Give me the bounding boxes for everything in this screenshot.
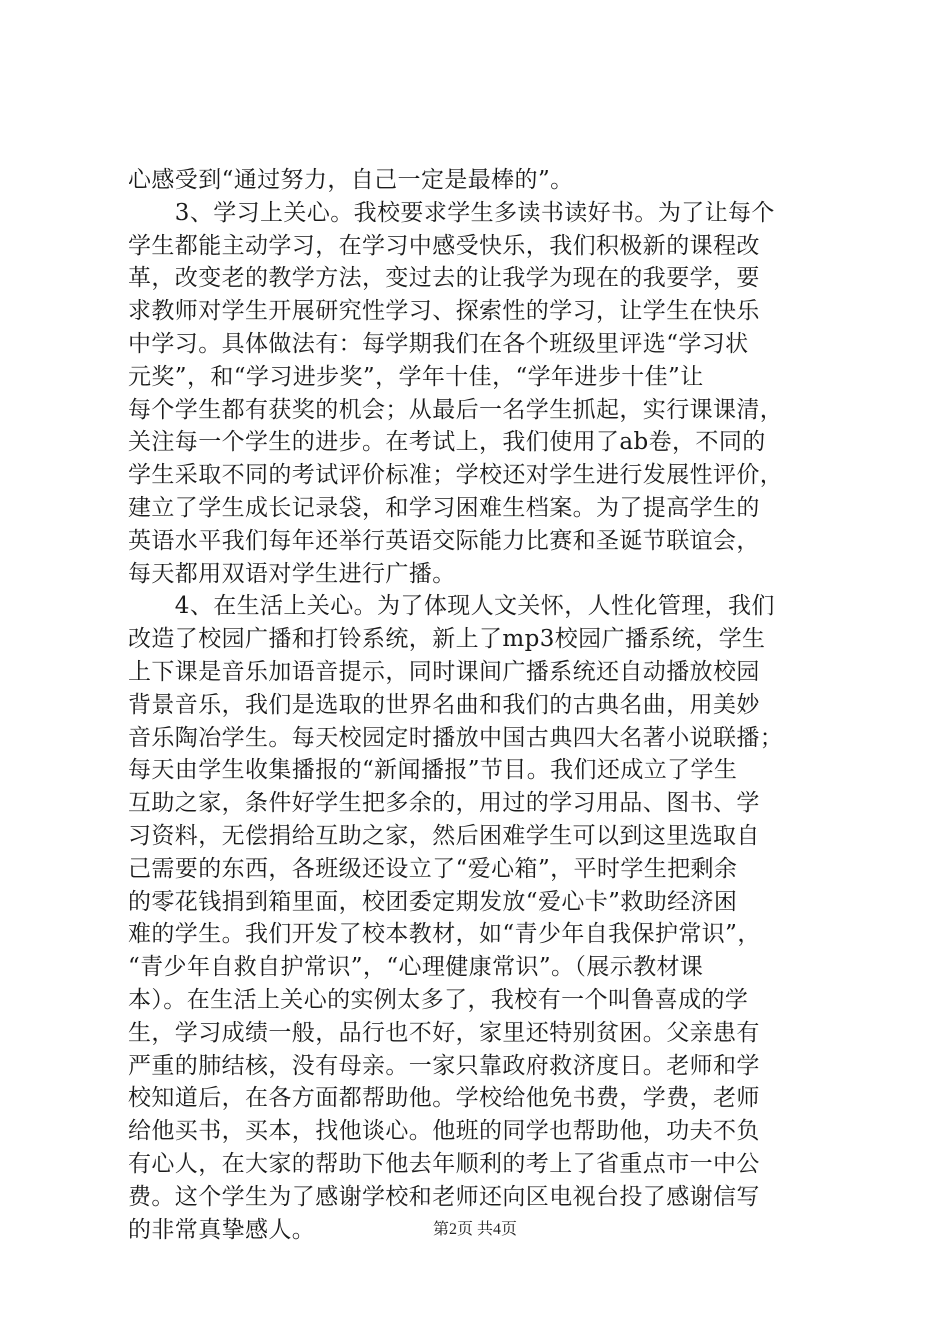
text-line: 严重的肺结核，没有母亲。一家只靠政府救济度日。老师和学 — [128, 1052, 760, 1079]
text-line: 每天都用双语对学生进行广播。 — [128, 560, 456, 587]
text-line: 每天由学生收集播报的“新闻播报”节目。我们还成立了学生 — [128, 757, 738, 784]
text-line: 心感受到“通过努力，自己一定是最棒的”。 — [128, 167, 574, 193]
text-line: 难的学生。我们开发了校本教材，如“青少年自我保护常识”， — [128, 921, 761, 948]
text-line: 费。这个学生为了感谢学校和老师还向区电视台投了感谢信写 — [128, 1183, 760, 1210]
text-line: 背景音乐，我们是选取的世界名曲和我们的古典名曲，用美妙 — [128, 691, 760, 718]
text-line: 每个学生都有获奖的机会；从最后一名学生抓起，实行课课清， — [128, 396, 784, 423]
text-line: 本）。在生活上关心的实例太多了，我校有一个叫鲁喜成的学 — [128, 986, 749, 1013]
text-line: 音乐陶冶学生。每天校园定时播放中国古典四大名著小说联播； — [128, 724, 784, 751]
text-line: 校知道后，在各方面都帮助他。学校给他免书费，学费，老师 — [128, 1085, 760, 1112]
text-line: 英语水平我们每年还举行英语交际能力比赛和圣诞节联谊会， — [128, 527, 760, 554]
text-line: 的零花钱捐到箱里面，校团委定期发放“爱心卡”救助经济困 — [128, 888, 738, 915]
text-line: 给他买书，买本，找他谈心。他班的同学也帮助他，功夫不负 — [128, 1118, 760, 1145]
text-line: “青少年自救自护常识”，“心理健康常识”。（展示教材课 — [128, 954, 704, 981]
text-line: 己需要的东西，各班级还设立了“爱心箱”，平时学生把剩余 — [128, 855, 738, 882]
text-line: 上下课是音乐加语音提示，同时课间广播系统还自动播放校园 — [128, 658, 760, 685]
text-line: 关注每一个学生的进步。在考试上，我们使用了ab卷，不同的 — [128, 429, 766, 456]
text-line: 学生采取不同的考试评价标准；学校还对学生进行发展性评价， — [128, 462, 784, 489]
text-line: 改造了校园广播和打铃系统，新上了mp3校园广播系统，学生 — [128, 626, 766, 653]
body-text — [128, 164, 832, 1246]
text-line: 建立了学生成长记录袋，和学习困难生档案。为了提高学生的 — [128, 494, 760, 521]
text-line: 元奖”，和“学习进步奖”，学年十佳，“学年进步十佳”让 — [128, 363, 704, 390]
text-line: 革，改变老的教学方法，变过去的让我学为现在的我要学，要 — [128, 265, 760, 292]
text-line: 学生都能主动学习，在学习中感受快乐，我们积极新的课程改 — [128, 232, 760, 259]
page-number-footer: 第2页 共4页 — [432, 1221, 517, 1238]
text-line: 中学习。具体做法有：每学期我们在各个班级里评选“学习状 — [128, 330, 749, 357]
text-line: 的非常真挚感人。 — [128, 1216, 316, 1243]
text-line: 互助之家，条件好学生把多余的，用过的学习用品、图书、学 — [128, 790, 760, 817]
text-line: 有心人，在大家的帮助下他去年顺利的考上了省重点市一中公 — [128, 1150, 760, 1177]
text-line: 3、学习上关心。我校要求学生多读书读好书。为了让每个 — [128, 199, 775, 226]
text-line: 4、在生活上关心。为了体现人文关怀，人性化管理，我们 — [128, 593, 775, 620]
text-line: 求教师对学生开展研究性学习、探索性的学习，让学生在快乐 — [128, 298, 760, 325]
text-line: 生，学习成绩一般，品行也不好，家里还特别贫困。父亲患有 — [128, 1019, 760, 1046]
text-line: 习资料，无偿捐给互助之家，然后困难学生可以到这里选取自 — [128, 822, 760, 849]
